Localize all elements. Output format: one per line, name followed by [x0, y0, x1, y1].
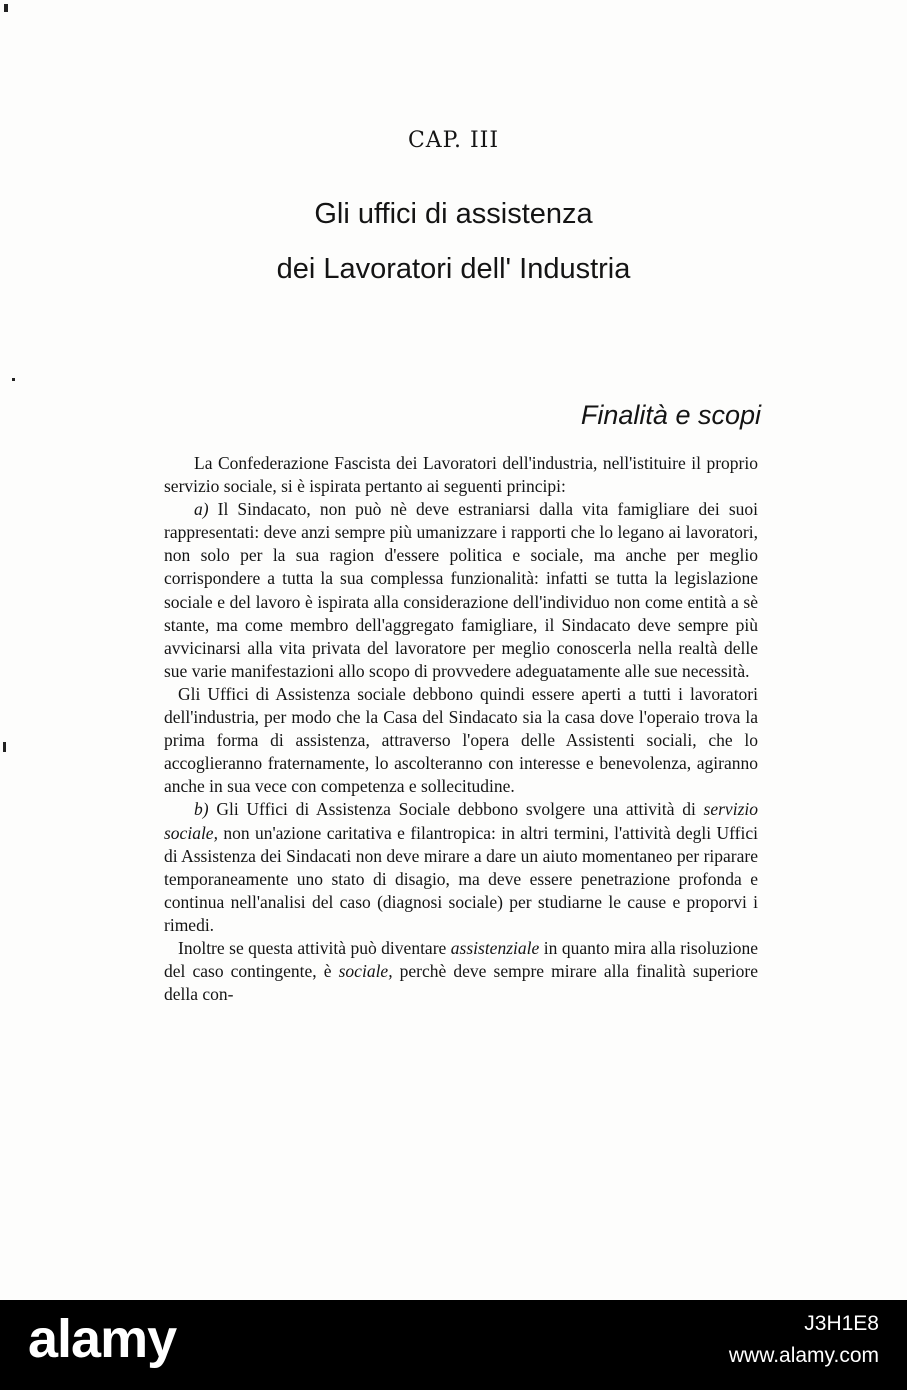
body-text [164, 452, 758, 1006]
scan-speck [3, 742, 6, 752]
paragraph-b: b) Gli Uffici di Assistenza Sociale debbono svolgere una attività di servizio sociale, non un'azione caritativa e filantropica: in altri termini, l'attività degli Uffici di Assistenza dei Sindacati non deve mirare a dare un aiuto momentaneo per riparare temporaneamente uno stato di disagio, ma deve essere penetrazione profonda e continua nell'analisi del caso (diagnosi sociale) per studiarne le cause e proporvi i rimedi. [164, 799, 758, 935]
chapter-number: CAP. III [407, 128, 500, 153]
alamy-logo: alamy [28, 1309, 177, 1369]
chapter-title-line-1: Gli uffici di assistenza [314, 198, 593, 230]
scan-speck [4, 4, 8, 12]
paragraph-1: La Confederazione Fascista dei Lavoratori dell'industria, nell'istituire il proprio servizio sociale, si è ispirata pertanto ai seguenti principi: [164, 453, 758, 497]
chapter-title-line-2: dei Lavoratori dell' Industria [276, 253, 631, 285]
image-id: J3H1E8 [804, 1312, 879, 1335]
list-marker-b: b) [194, 799, 209, 820]
section-heading: Finalità e scopi [580, 400, 761, 430]
paragraph-a: a) Il Sindacato, non può nè deve estraniarsi dalla vita famigliare dei suoi rappresentati: deve anzi sempre più umanizzare i rapporti che lo legano ai lavoratori, non solo per la sua ragion d'essere politica e sociale, ma anche per meglio corrispondere a tutta la sua complessa funzionalità: infatti se tutta la legislazione sociale e del lavoro è ispirata alla considerazione dell'individuo non come entità a sè stante, ma come membro dell'aggregato famigliare, il Sindacato deve sempre più avvicinarsi alla vita privata del lavoratore per meglio conoscerla nella realtà delle sue varie manifestazioni allo scopo di provvedere adeguatamente alle sue necessità. [164, 499, 758, 681]
list-marker-a: a) [194, 499, 209, 520]
paragraph-3: Inoltre se questa attività può diventare assistenziale in quanto mira alla risoluzione del caso contingente, è sociale, perchè deve sempre mirare alla finalità superiore della con- [164, 937, 759, 1005]
watermark-url: www.alamy.com [728, 1344, 879, 1367]
scan-speck [12, 378, 15, 381]
paragraph-2: Gli Uffici di Assistenza sociale debbono quindi essere aperti a tutti i lavoratori dell'industria, per modo che la Casa del Sindacato sia la casa dove l'operaio trova la prima forma di assistenza, attraverso l'opera delle Assistenti sociali, che lo accoglieranno fraternamente, lo ascolteranno con interesse e benevolenza, agiranno anche in sua vece con competenza e sollecitudine. [164, 683, 758, 797]
